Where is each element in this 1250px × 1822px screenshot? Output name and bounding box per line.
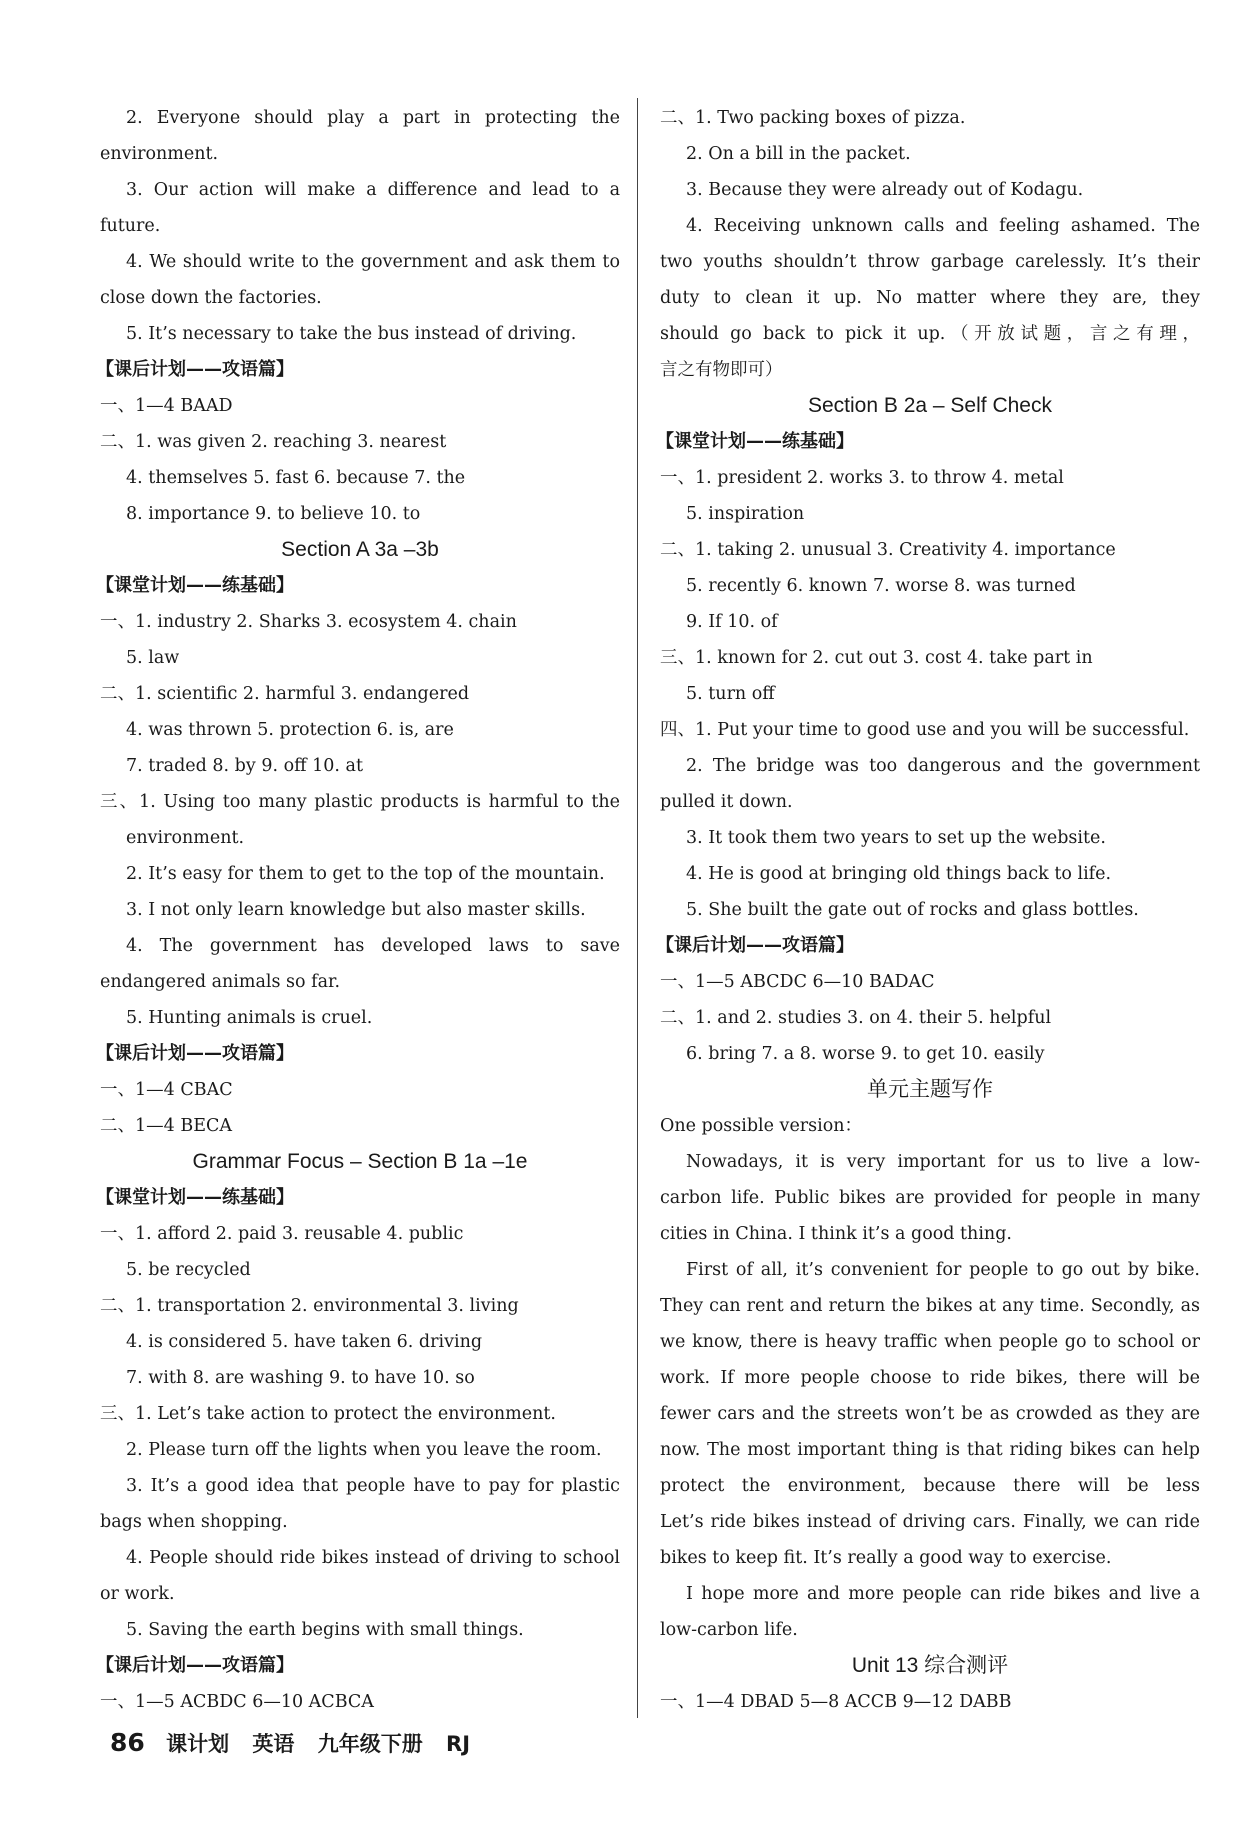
- answer-line: 7. traded 8. by 9. off 10. at: [126, 756, 363, 776]
- grade-label: 九年级下册: [317, 1732, 423, 1756]
- left-column: [96, 100, 620, 1720]
- answer-line: 3. It’s a good idea that people have to pay for plastic: [126, 1476, 620, 1496]
- answer-line: 4. We should write to the government and ask them to: [126, 252, 620, 272]
- answer-line: protect the environment, because there will be less: [660, 1476, 1200, 1496]
- answer-line: 一、1—4 CBAC: [100, 1080, 233, 1100]
- part-heading: 【课后计划——攻语篇】: [96, 359, 294, 380]
- answer-line: 二、1. was given 2. reaching 3. nearest: [100, 432, 447, 452]
- answer-line: I hope more and more people can ride bikes and live a: [686, 1584, 1200, 1604]
- part-heading: 【课后计划——攻语篇】: [96, 1655, 294, 1676]
- section-heading: Grammar Focus – Section B 1a –1e: [192, 1150, 528, 1173]
- answer-line: cities in China. I think it’s a good thing.: [660, 1224, 1012, 1244]
- section-heading: Section A 3a –3b: [281, 538, 439, 561]
- answer-line: 一、1. president 2. works 3. to throw 4. metal: [660, 468, 1064, 488]
- answer-line: 4. He is good at bringing old things back to life.: [686, 864, 1112, 884]
- part-heading: 【课堂计划——练基础】: [96, 575, 294, 596]
- answer-line: 4. People should ride bikes instead of driving to school: [126, 1548, 620, 1568]
- answer-line: work. If more people choose to ride bikes, there will be: [660, 1368, 1200, 1388]
- answer-line: 2. Everyone should play a part in protecting the: [126, 108, 620, 128]
- answer-line: 4. themselves 5. fast 6. because 7. the: [126, 468, 466, 488]
- answer-line: bikes to keep fit. It’s really a good way to exercise.: [660, 1548, 1112, 1568]
- answer-line: They can rent and return the bikes at any time. Secondly, as: [660, 1296, 1200, 1316]
- answer-line: fewer cars and the streets won’t be as crowded as they are: [660, 1404, 1200, 1424]
- answer-line: 一、1—5 ACBDC 6—10 ACBCA: [100, 1692, 374, 1712]
- answer-line: 三、1. Let’s take action to protect the environment.: [100, 1404, 556, 1424]
- answer-line: environment.: [100, 144, 219, 164]
- answer-line: 8. importance 9. to believe 10. to: [126, 504, 421, 524]
- edition-label: RJ: [446, 1732, 471, 1756]
- answer-line: 二、1—4 BECA: [100, 1116, 232, 1136]
- answer-line: 2. On a bill in the packet.: [686, 144, 911, 164]
- right-column: [656, 100, 1200, 1720]
- answer-line: duty to clean it up. No matter where they are, they: [660, 288, 1200, 308]
- answer-line: 3. It took them two years to set up the website.: [686, 828, 1106, 848]
- part-heading: 【课堂计划——练基础】: [656, 431, 854, 452]
- page-footer: [110, 1728, 486, 1758]
- answer-line: 一、1. afford 2. paid 3. reusable 4. public: [100, 1224, 464, 1244]
- answer-line: 二、1. and 2. studies 3. on 4. their 5. helpful: [660, 1008, 1052, 1028]
- answer-line: 三、1. Using too many plastic products is harmful to the: [100, 792, 620, 812]
- answer-line: 二、1. scientific 2. harmful 3. endangered: [100, 684, 470, 704]
- answer-line: 言之有物即可）: [660, 360, 783, 380]
- answer-line: First of all, it’s convenient for people to go out by bike.: [686, 1260, 1200, 1280]
- section-heading: 单元主题写作: [867, 1078, 993, 1101]
- answer-line: endangered animals so far.: [100, 972, 341, 992]
- answer-line: should go back to pick it up.（开放试题，言之有理，: [660, 324, 1200, 344]
- answer-line: 3. Because they were already out of Kodagu.: [686, 180, 1084, 200]
- answer-line: 一、1—5 ABCDC 6—10 BADAC: [660, 972, 935, 992]
- answer-line: 4. is considered 5. have taken 6. driving: [126, 1332, 483, 1352]
- answer-line: 4. Receiving unknown calls and feeling ashamed. The: [686, 216, 1200, 236]
- answer-line: 一、1. industry 2. Sharks 3. ecosystem 4. chain: [100, 612, 517, 632]
- subject-label: 英语: [252, 1732, 295, 1756]
- answer-line: 2. Please turn off the lights when you leave the room.: [126, 1440, 602, 1460]
- answer-line: or work.: [100, 1584, 175, 1604]
- column-divider: [637, 98, 638, 1718]
- answer-line: 5. turn off: [686, 684, 775, 704]
- answer-line: 6. bring 7. a 8. worse 9. to get 10. easily: [686, 1044, 1045, 1064]
- answer-line: 2. It’s easy for them to get to the top of the mountain.: [126, 864, 605, 884]
- answer-line: Nowadays, it is very important for us to live a low-: [686, 1152, 1200, 1172]
- part-heading: 【课后计划——攻语篇】: [96, 1043, 294, 1064]
- answer-line: 5. recently 6. known 7. worse 8. was turned: [686, 576, 1076, 596]
- answer-line: One possible version：: [660, 1116, 863, 1136]
- answer-line: 5. Saving the earth begins with small things.: [126, 1620, 524, 1640]
- answer-line: 3. Our action will make a difference and lead to a: [126, 180, 620, 200]
- book-title: 课计划: [166, 1732, 230, 1756]
- answer-line: 5. inspiration: [686, 504, 805, 524]
- answer-line: now. The most important thing is that riding bikes can help: [660, 1440, 1200, 1460]
- answer-line: 5. be recycled: [126, 1260, 251, 1280]
- answer-line: close down the factories.: [100, 288, 322, 308]
- answer-line: 5. Hunting animals is cruel.: [126, 1008, 373, 1028]
- answer-line: low-carbon life.: [660, 1620, 798, 1640]
- answer-line: 9. If 10. of: [686, 612, 778, 632]
- answer-line: future.: [100, 216, 161, 236]
- answer-line: 二、1. taking 2. unusual 3. Creativity 4. importance: [660, 540, 1116, 560]
- answer-line: 3. I not only learn knowledge but also master skills.: [126, 900, 586, 920]
- answer-line: 三、1. known for 2. cut out 3. cost 4. take part in: [660, 648, 1093, 668]
- part-heading: 【课后计划——攻语篇】: [656, 935, 854, 956]
- answer-line: 二、1. transportation 2. environmental 3. living: [100, 1296, 519, 1316]
- answer-line: 7. with 8. are washing 9. to have 10. so: [126, 1368, 475, 1388]
- answer-line: two youths shouldn’t throw garbage carelessly. It’s their: [660, 252, 1200, 272]
- answer-line: 一、1—4 BAAD: [100, 396, 233, 416]
- answer-line: 四、1. Put your time to good use and you will be successful.: [660, 720, 1190, 740]
- page-number: 86: [110, 1728, 145, 1757]
- answer-line: 5. It’s necessary to take the bus instead of driving.: [126, 324, 577, 344]
- answer-line: 一、1—4 DBAD 5—8 ACCB 9—12 DABB: [660, 1692, 1012, 1712]
- answer-line: environment.: [126, 828, 245, 848]
- section-heading: Unit 13 综合测评: [851, 1654, 1009, 1677]
- answer-line: we know, there is heavy traffic when people go to school or: [660, 1332, 1200, 1352]
- answer-line: 二、1. Two packing boxes of pizza.: [660, 108, 966, 128]
- answer-line: 4. The government has developed laws to save: [126, 936, 620, 956]
- answer-line: 5. law: [126, 648, 180, 668]
- answer-line: 2. The bridge was too dangerous and the government: [686, 756, 1200, 776]
- part-heading: 【课堂计划——练基础】: [96, 1187, 294, 1208]
- answer-line: bags when shopping.: [100, 1512, 288, 1532]
- answer-line: carbon life. Public bikes are provided for people in many: [660, 1188, 1200, 1208]
- answer-line: Let’s ride bikes instead of driving cars. Finally, we can ride: [660, 1512, 1200, 1532]
- answer-line: 5. She built the gate out of rocks and glass bottles.: [686, 900, 1139, 920]
- answer-line: pulled it down.: [660, 792, 793, 812]
- answer-line: 4. was thrown 5. protection 6. is, are: [126, 720, 454, 740]
- section-heading: Section B 2a – Self Check: [808, 394, 1052, 417]
